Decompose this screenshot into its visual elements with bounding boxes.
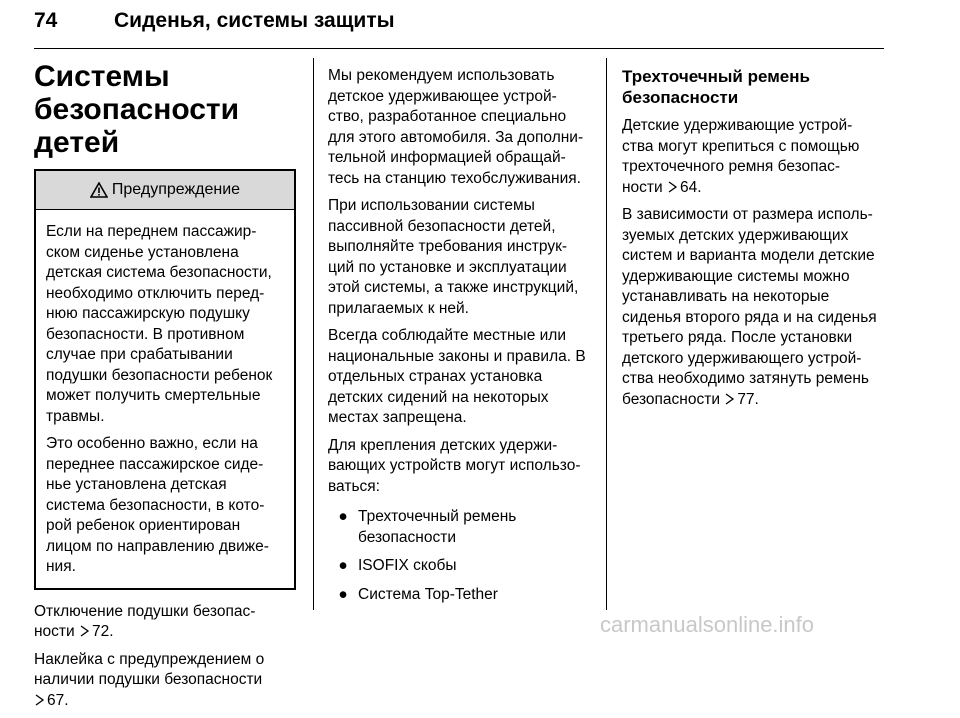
- reference-arrow-icon: [724, 393, 735, 405]
- reference-arrow-icon: [79, 625, 90, 637]
- column-divider-1: [313, 58, 314, 610]
- text-line: Это особенно важно, если на: [46, 435, 258, 452]
- text-line: Трехточечный ремень: [622, 67, 810, 86]
- mounting-paragraph: [328, 436, 598, 498]
- warning-paragraph-1: [46, 222, 284, 427]
- warning-triangle-icon: [90, 182, 108, 198]
- warning-body: [36, 210, 294, 588]
- list-item: [328, 585, 598, 606]
- section-title: [34, 60, 298, 159]
- subsection-title: [622, 66, 894, 108]
- watermark: carmanualsonline.info: [600, 612, 815, 637]
- text-line: ском сиденье установлена: [46, 243, 239, 261]
- three-point-belt-paragraph: [622, 116, 894, 198]
- laws-paragraph: [328, 326, 598, 429]
- text-line: может получить смертельные: [46, 387, 261, 404]
- warning-box: [34, 169, 296, 590]
- text-line: Всегда соблюдайте местные или: [328, 327, 566, 344]
- mounting-options-list: [328, 507, 598, 605]
- bullet-icon: ●: [338, 585, 348, 603]
- warning-label: Предупреждение: [111, 181, 241, 198]
- bullet-icon: ●: [338, 508, 348, 525]
- text-line: прилагаемых к ней.: [328, 299, 469, 317]
- text-line: лицом по направлению движе-: [46, 537, 269, 555]
- text-line: необходимо отключить перед-: [46, 284, 265, 302]
- text-line: случае при срабатывании: [46, 346, 233, 363]
- text-line: безопасности: [622, 88, 739, 107]
- text-line: детских сидений на некоторых: [328, 388, 549, 406]
- text-line: вающих устройств могут использо-: [328, 457, 581, 474]
- recommendation-paragraph: [328, 66, 598, 189]
- text-line: трехточечного ремня безопас-: [622, 158, 841, 175]
- section-title-line: Системы: [34, 60, 170, 93]
- header-divider: [34, 48, 884, 49]
- text-line: безопасности. В противном: [46, 325, 245, 343]
- text-line: При использовании системы: [328, 197, 535, 214]
- text-line: ство, разработанное специально: [328, 108, 567, 125]
- reference-arrow-icon: [34, 694, 45, 706]
- text-line: сиденья второго ряда и на сиденья: [622, 308, 877, 326]
- text-line: нье установлена детская: [46, 476, 227, 493]
- text-line: удерживающие системы можно: [622, 267, 850, 285]
- text-line: устанавливать на некоторые: [622, 288, 830, 305]
- text-line: ности: [622, 178, 663, 196]
- text-line: детского удерживающего устрой-: [622, 349, 862, 367]
- section-title-line: безопасности детей: [34, 93, 240, 159]
- list-item-text: Система Top-Tether: [358, 585, 498, 603]
- text-line: нюю пассажирскую подушку: [46, 305, 250, 322]
- text-line: подушки безопасности ребенок: [46, 366, 273, 384]
- text-line: Для крепления детских удержи-: [328, 436, 558, 454]
- text-line: Детские удерживающие устрой-: [622, 117, 853, 134]
- text-line: рой ребенок ориентирован: [46, 517, 241, 534]
- page-reference-link[interactable]: 72.: [92, 623, 114, 640]
- text-line: Если на переднем пассажир-: [46, 223, 257, 240]
- column-divider-2: [606, 58, 607, 610]
- text-line: национальные законы и правила. В: [328, 347, 586, 365]
- text-line: переднее пассажирское сиде-: [46, 455, 264, 473]
- text-line: зуемых детских удерживающих: [622, 226, 849, 244]
- text-line: выполняйте требования инструк-: [328, 238, 568, 255]
- text-line: Трехточечный ремень: [358, 508, 517, 525]
- warning-paragraph-2: [46, 434, 284, 578]
- text-line: Отключение подушки безопас-: [34, 602, 256, 620]
- text-line: этой системы, а также инструкций,: [328, 279, 579, 296]
- warning-header: [36, 171, 294, 210]
- text-line: Наклейка с предупреждением о: [34, 650, 265, 668]
- column-3: [622, 66, 894, 417]
- text-line: отдельных странах установка: [328, 368, 543, 385]
- text-line: для этого автомобиля. За дополни-: [328, 128, 584, 146]
- page-number: 74: [34, 9, 58, 32]
- text-line: наличии подушки безопасности: [34, 671, 263, 688]
- airbag-sticker-paragraph: [34, 650, 298, 712]
- text-line: ства необходимо затянуть ремень: [622, 370, 869, 387]
- text-line: ций по установке и эксплуатации: [328, 258, 567, 276]
- chapter-title: Сиденья, системы защиты: [114, 9, 395, 32]
- text-line: местах запрещена.: [328, 409, 467, 426]
- text-line: третьего ряда. После установки: [622, 329, 853, 346]
- list-item-text: [358, 507, 516, 548]
- text-line: безопасности: [358, 528, 456, 546]
- bullet-icon: ●: [338, 557, 348, 574]
- page-reference-link[interactable]: 64.: [680, 178, 702, 196]
- text-line: Мы рекомендуем использовать: [328, 67, 555, 84]
- instructions-paragraph: [328, 196, 598, 319]
- column-1: [34, 60, 298, 718]
- text-line: травмы.: [46, 407, 105, 425]
- column-2: [328, 66, 598, 613]
- seat-placement-paragraph: [622, 205, 894, 410]
- list-item-text: ISOFIX скобы: [358, 557, 457, 574]
- page-header: [34, 9, 884, 33]
- text-line: ства могут крепиться с помощью: [622, 137, 860, 155]
- list-item: [328, 507, 598, 548]
- text-line: безопасности: [622, 390, 720, 408]
- text-line: ности: [34, 623, 75, 640]
- reference-arrow-icon: [667, 181, 678, 193]
- text-line: ния.: [46, 558, 76, 575]
- list-item: [328, 556, 598, 577]
- text-line: детское удерживающее устрой-: [328, 87, 557, 105]
- text-line: тесь на станцию техобслуживания.: [328, 169, 581, 187]
- text-line: В зависимости от размера исполь-: [622, 206, 873, 223]
- page-reference-link[interactable]: 67.: [47, 691, 69, 709]
- text-line: тельной информацией обращай-: [328, 149, 566, 166]
- text-line: детская система безопасности,: [46, 264, 272, 281]
- text-line: система безопасности, в кото-: [46, 496, 265, 514]
- text-line: пассивной безопасности детей,: [328, 217, 556, 235]
- text-line: систем и варианта модели детские: [622, 247, 875, 264]
- page-reference-link[interactable]: 77.: [737, 390, 759, 408]
- text-line: ваться:: [328, 477, 380, 495]
- airbag-deactivation-paragraph: [34, 602, 298, 643]
